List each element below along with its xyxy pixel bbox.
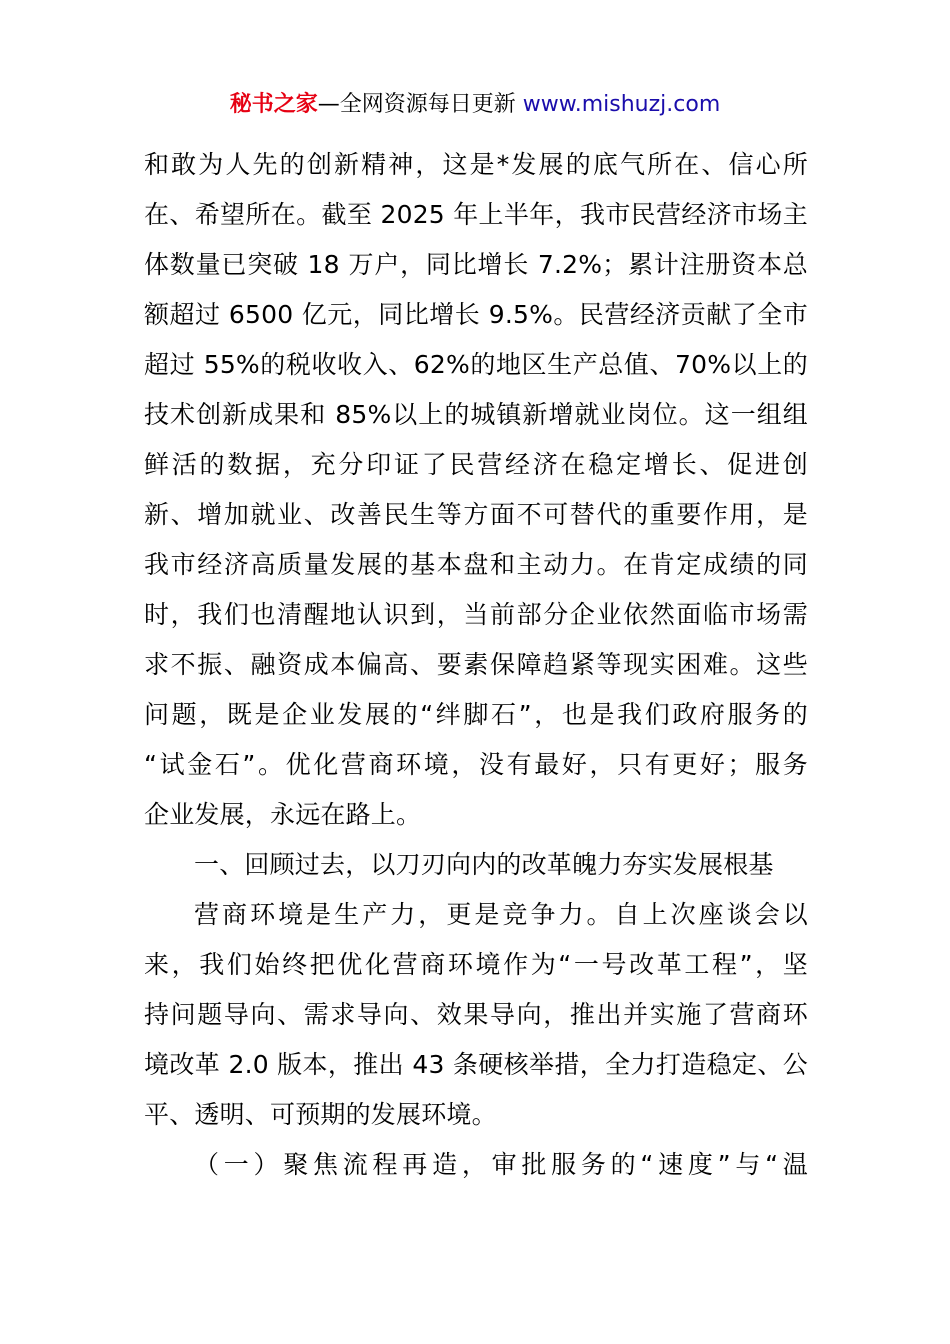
header-tagline: —全网资源每日更新	[317, 92, 523, 117]
text-line: 企业发展，永远在路上。	[144, 800, 422, 829]
text-line: 来，我们始终把优化营商环境作为“一号改革工程”，坚	[144, 950, 808, 979]
text-line: 和敢为人先的创新精神，这是*发展的底气所在、信心所	[144, 150, 808, 179]
text-line: 新、增加就业、改善民生等方面不可替代的重要作用，是	[144, 500, 808, 529]
text-line: 营商环境是生产力，更是竞争力。自上次座谈会以	[194, 900, 808, 929]
document-body	[144, 140, 808, 1190]
text-line: 我市经济高质量发展的基本盘和主动力。在肯定成绩的同	[144, 550, 808, 579]
text-line: 持问题导向、需求导向、效果导向，推出并实施了营商环	[144, 1000, 808, 1029]
website-link[interactable]: www.mishuzj.com	[522, 92, 721, 117]
text-line: 鲜活的数据，充分印证了民营经济在稳定增长、促进创	[144, 450, 808, 479]
text-line: 额超过 6500 亿元，同比增长 9.5%。民营经济贡献了全市	[144, 300, 808, 329]
brand-name: 秘书之家	[229, 92, 318, 117]
text-line: 境改革 2.0 版本，推出 43 条硬核举措，全力打造稳定、公	[144, 1050, 808, 1079]
subsection-heading: （一）聚焦流程再造，审批服务的“速度”与“温	[194, 1150, 808, 1179]
text-line: 在、希望所在。截至 2025 年上半年，我市民营经济市场主	[144, 200, 808, 229]
text-line: 求不振、融资成本偏高、要素保障趋紧等现实困难。这些	[144, 650, 808, 679]
section-heading: 一、回顾过去，以刀刃向内的改革魄力夯实发展根基	[194, 850, 774, 879]
text-line: 问题，既是企业发展的“绊脚石”，也是我们政府服务的	[144, 700, 808, 729]
text-line: “试金石”。优化营商环境，没有最好，只有更好；服务	[144, 750, 808, 779]
page-header	[0, 88, 950, 122]
text-line: 体数量已突破 18 万户，同比增长 7.2%；累计注册资本总	[144, 250, 808, 279]
text-line: 平、透明、可预期的发展环境。	[144, 1100, 497, 1129]
text-line: 时，我们也清醒地认识到，当前部分企业依然面临市场需	[144, 600, 808, 629]
text-line: 技术创新成果和 85%以上的城镇新增就业岗位。这一组组	[144, 400, 808, 429]
text-line: 超过 55%的税收收入、62%的地区生产总值、70%以上的	[144, 350, 808, 379]
